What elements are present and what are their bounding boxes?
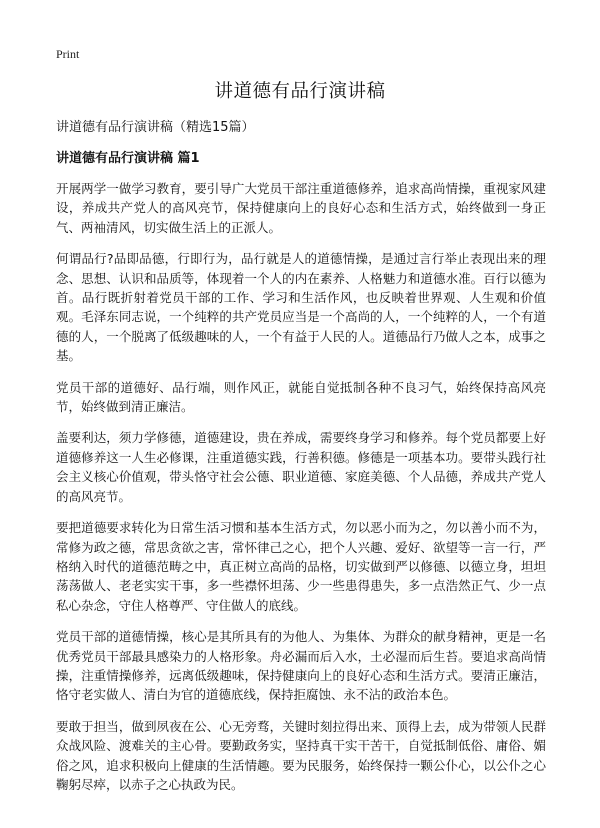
paragraph-5: 要把道德要求转化为日常生活习惯和基本生活方式，勿以恶小而为之，勿以善小而不为，常修为政之德，常思贪欲之害，常怀律己之心，把个人兴趣、爱好、欲望等一言一行，严格纳入时代的道德范畴之中，真正树立高尚的品格，切实做到严以修德、以德立身，坦坦荡荡做人、老老实实干事，多一些襟怀坦荡、少一些患得患失，多一点浩然正气、少一点私心杂念，守住人格尊严、守住做人的底线。	[56, 520, 546, 613]
paragraph-2: 何谓品行?品即品德，行即行为，品行就是人的道德情操，是通过言行举止表现出来的理念、思想、认识和品质等，体现着一个人的内在素养、人格魅力和道德水准。百行以德为首。品行既折射着党员干部的工作、学习和生活作风，也反映着世界观、人生观和价值观。毛泽东同志说，一个纯粹的共产党员应当是一个高尚的人，一个纯粹的人，一个有道德的人，一个脱离了低级趣味的人，一个有益于人民的人。道德品行乃做人之本，成事之基。	[56, 251, 546, 364]
document-subtitle: 讲道德有品行演讲稿（精选15篇）	[56, 120, 255, 135]
article-body	[56, 179, 546, 806]
section-heading: 讲道德有品行演讲稿 篇1	[56, 151, 200, 166]
paragraph-1: 开展两学一做学习教育，要引导广大党员干部注重道德修养，追求高尚情操，重视家风建设，养成共产党人的高风亮节，保持健康向上的良好心态和生活方式，始终做到一身正气、两袖清风，切实做生活上的正派人。	[56, 181, 546, 235]
page-title: 讲道德有品行演讲稿	[214, 81, 386, 102]
paragraph-7: 要敢于担当，做到夙夜在公、心无旁骛，关键时刻拉得出来、顶得上去，成为带领人民群众战风险、渡难关的主心骨。要勤政务实，坚持真干实干苦干，自觉抵制低俗、庸俗、媚俗之风，追求积极向上健康的生活情趣。要为民服务，始终保持一颗公仆心，以公仆之心鞠躬尽瘁，以赤子之心执政为民。	[56, 718, 546, 792]
paragraph-4: 盖要利达，须力学修德，道德建设，贵在养成，需要终身学习和修养。每个党员都要上好道德修养这一人生必修课，注重道德实践，行善积德。修德是一项基本功。要带头践行社会主义核心价值观，带头恪守社会公德、职业道德、家庭美德、个人品德，养成共产党人的高风亮节。	[56, 430, 546, 504]
paragraph-6: 党员干部的道德情操，核心是其所具有的为他人、为集体、为群众的献身精神，更是一名优秀党员干部最具感染力的人格形象。舟必漏而后入水，土必湿而后生苔。要追求高尚情操，注重情操修养，远离低级趣味，保持健康向上的良好心态和生活方式。要清正廉洁，恪守老实做人、清白为官的道德底线，保持拒腐蚀、永不沾的政治本色。	[56, 629, 546, 703]
paragraph-3: 党员干部的道德好、品行端，则作风正，就能自觉抵制各种不良习气，始终保持高风亮节，始终做到清正廉洁。	[56, 379, 546, 415]
print-link[interactable]: Print	[56, 47, 80, 61]
